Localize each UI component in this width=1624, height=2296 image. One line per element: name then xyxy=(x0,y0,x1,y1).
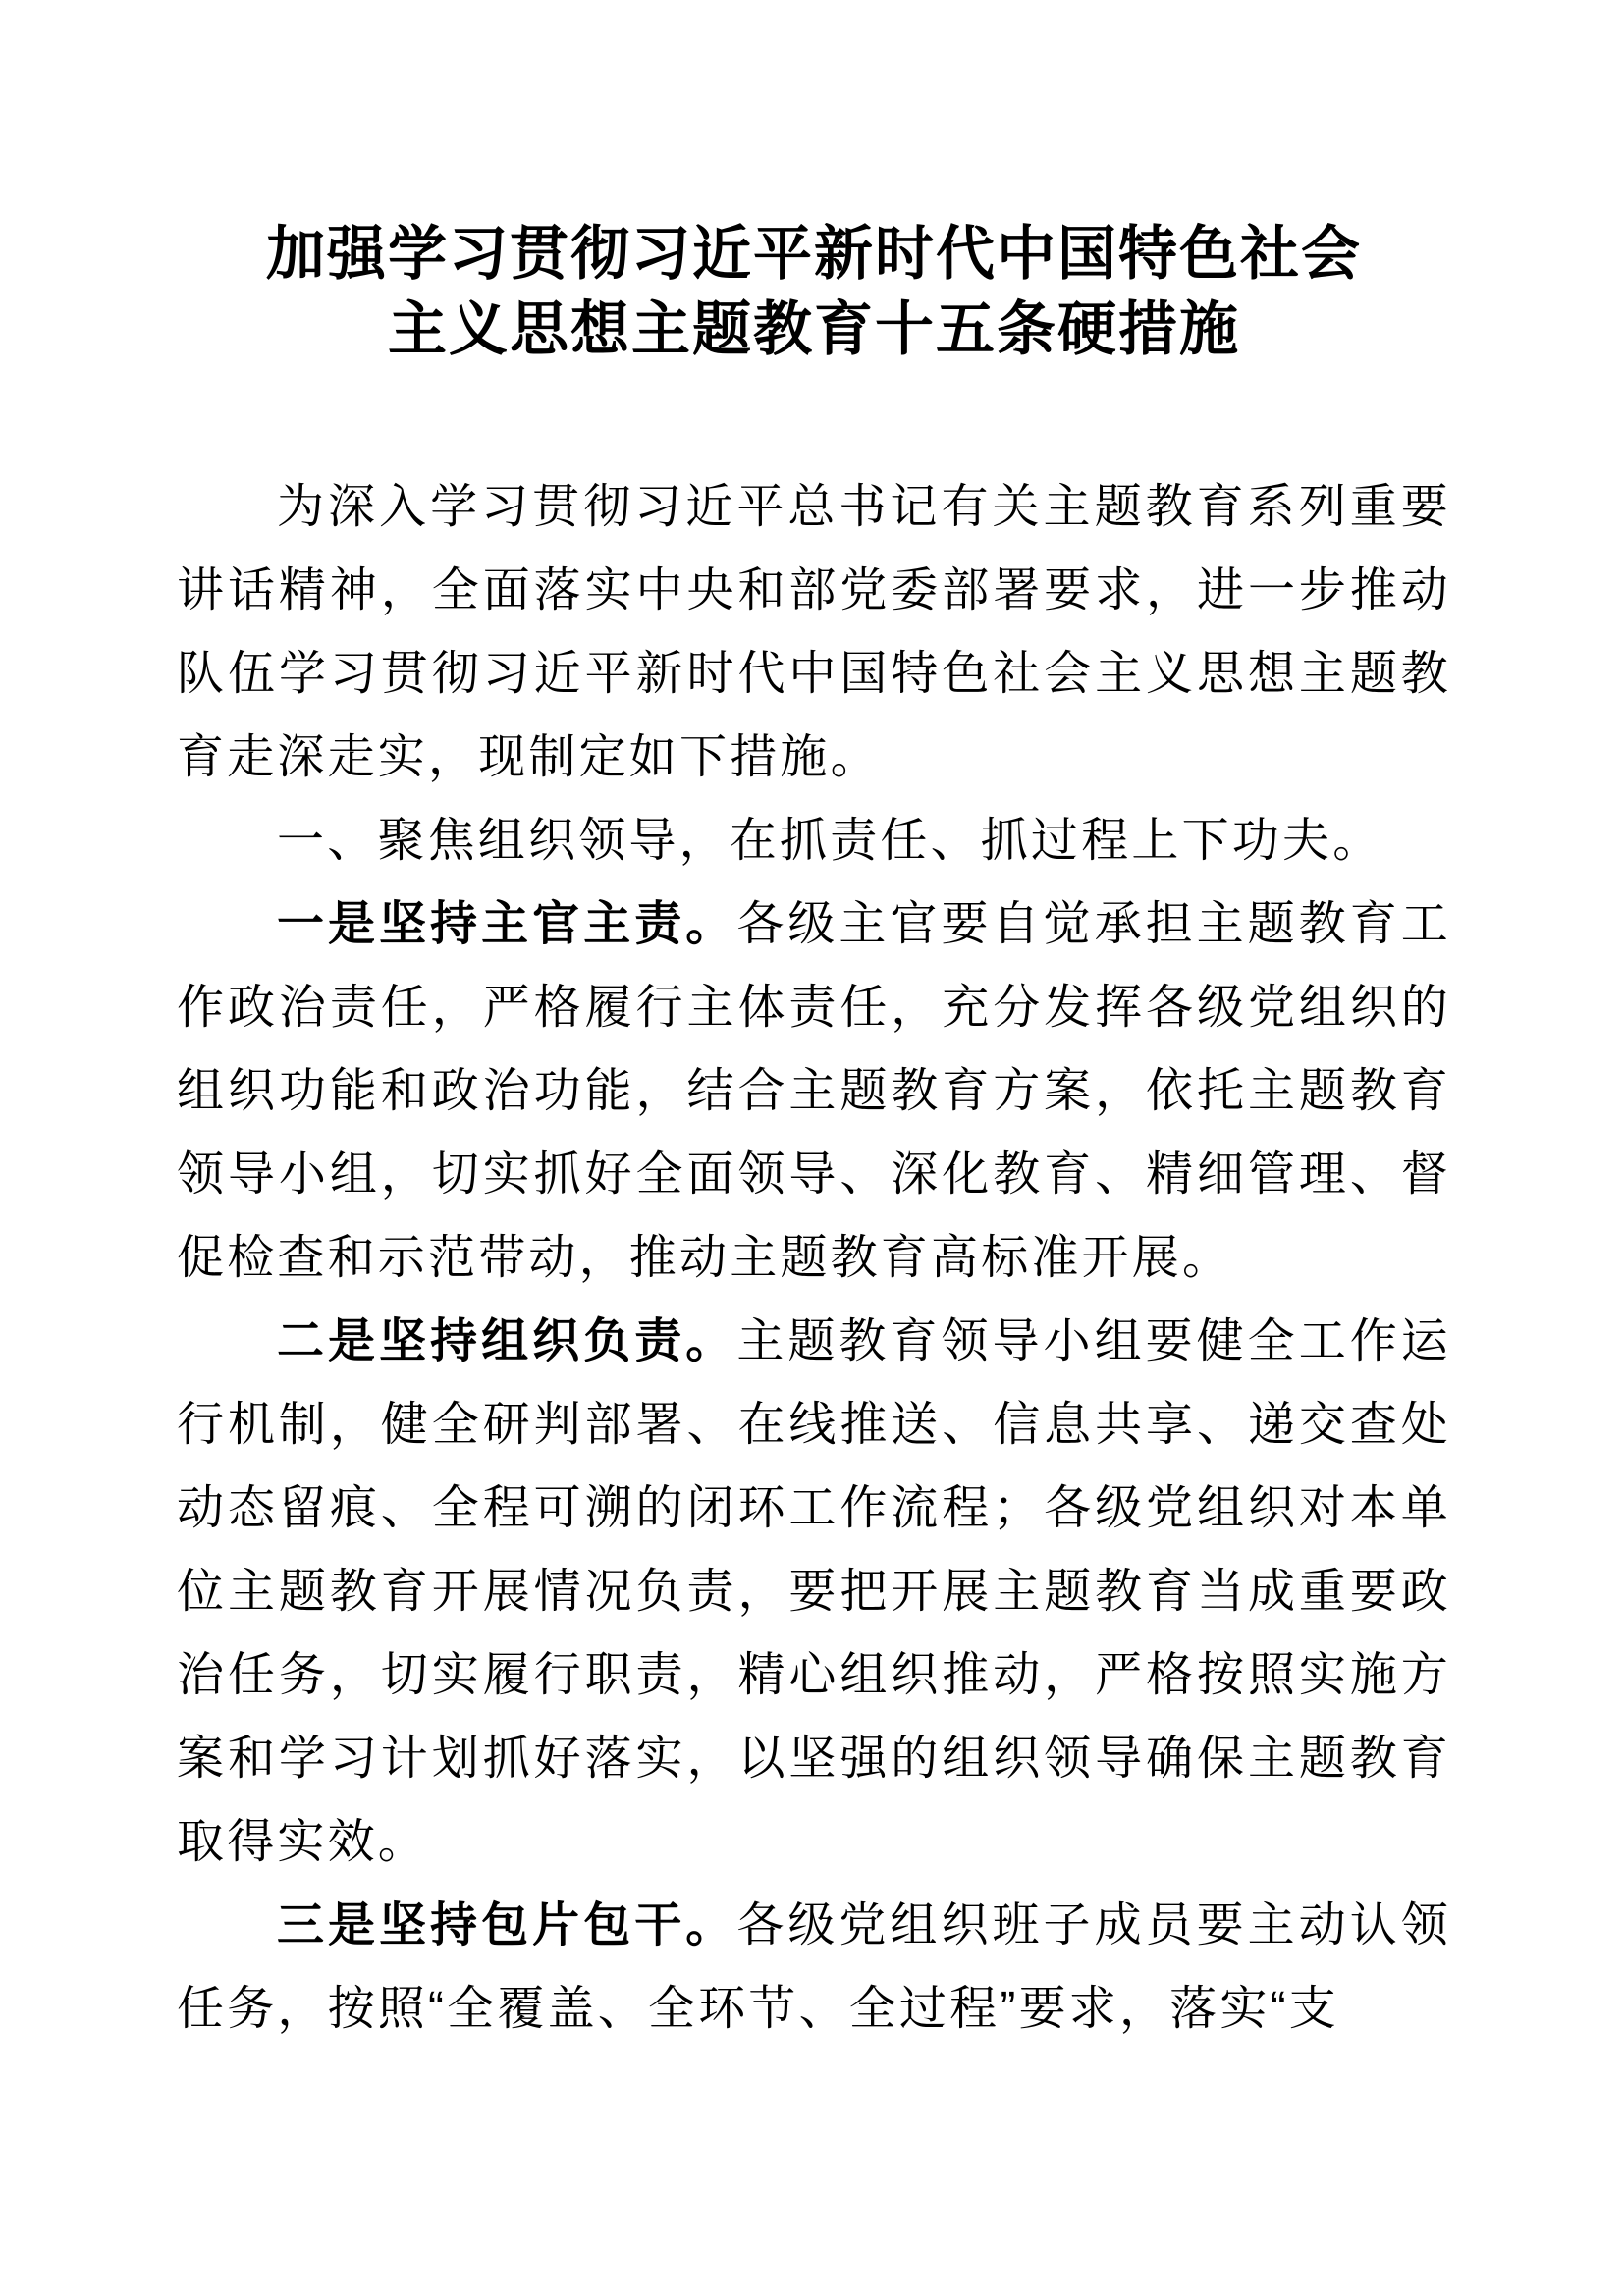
paragraph-measure-3-lead: 三是坚持包片包干。 xyxy=(277,1899,737,1951)
paragraph-intro-text: 为深入学习贯彻习近平总书记有关主题教育系列重要讲话精神，全面落实中央和部党委部署要求，进一步推动队伍学习贯彻习近平新时代中国特色社会主义思想主题教育走深走实，现制定如下措施。 xyxy=(177,481,1451,783)
document-title-line-1: 加强学习贯彻习近平新时代中国特色社会 xyxy=(266,221,1362,287)
paragraph-measure-2 xyxy=(177,1300,1451,1884)
paragraph-measure-1 xyxy=(177,882,1451,1300)
document-title-line-2: 主义思想主题教育十五条硬措施 xyxy=(388,296,1240,362)
document-title xyxy=(177,216,1451,367)
paragraph-measure-2-lead: 二是坚持组织负责。 xyxy=(277,1315,737,1367)
paragraph-measure-3-text: 各级党组织班子成员要主动认领任务，按照“全覆盖、全环节、全过程”要求，落实“支 xyxy=(177,1899,1451,2035)
paragraph-measure-3 xyxy=(177,1884,1451,2051)
paragraph-measure-2-text: 主题教育领导小组要健全工作运行机制，健全研判部署、在线推送、信息共享、递交查处动态留痕、全程可溯的闭环工作流程；各级党组织对本单位主题教育开展情况负责，要把开展主题教育当成重要政治任务，切实履行职责，精心组织推动，严格按照实施方案和学习计划抓好落实，以坚强的组织领导确保主题教育取得实效。 xyxy=(177,1315,1451,1868)
paragraph-intro xyxy=(177,465,1451,799)
paragraph-section-heading-text: 一、聚焦组织领导，在抓责任、抓过程上下功夫。 xyxy=(277,815,1383,867)
paragraph-measure-1-lead: 一是坚持主官主责。 xyxy=(277,898,737,950)
paragraph-measure-1-text: 各级主官要自觉承担主题教育工作政治责任，严格履行主体责任，充分发挥各级党组织的组织功能和政治功能，结合主题教育方案，依托主题教育领导小组，切实抓好全面领导、深化教育、精细管理、督促检查和示范带动，推动主题教育高标准开展。 xyxy=(177,898,1451,1284)
document-body xyxy=(177,465,1451,2051)
paragraph-section-heading xyxy=(177,799,1451,882)
